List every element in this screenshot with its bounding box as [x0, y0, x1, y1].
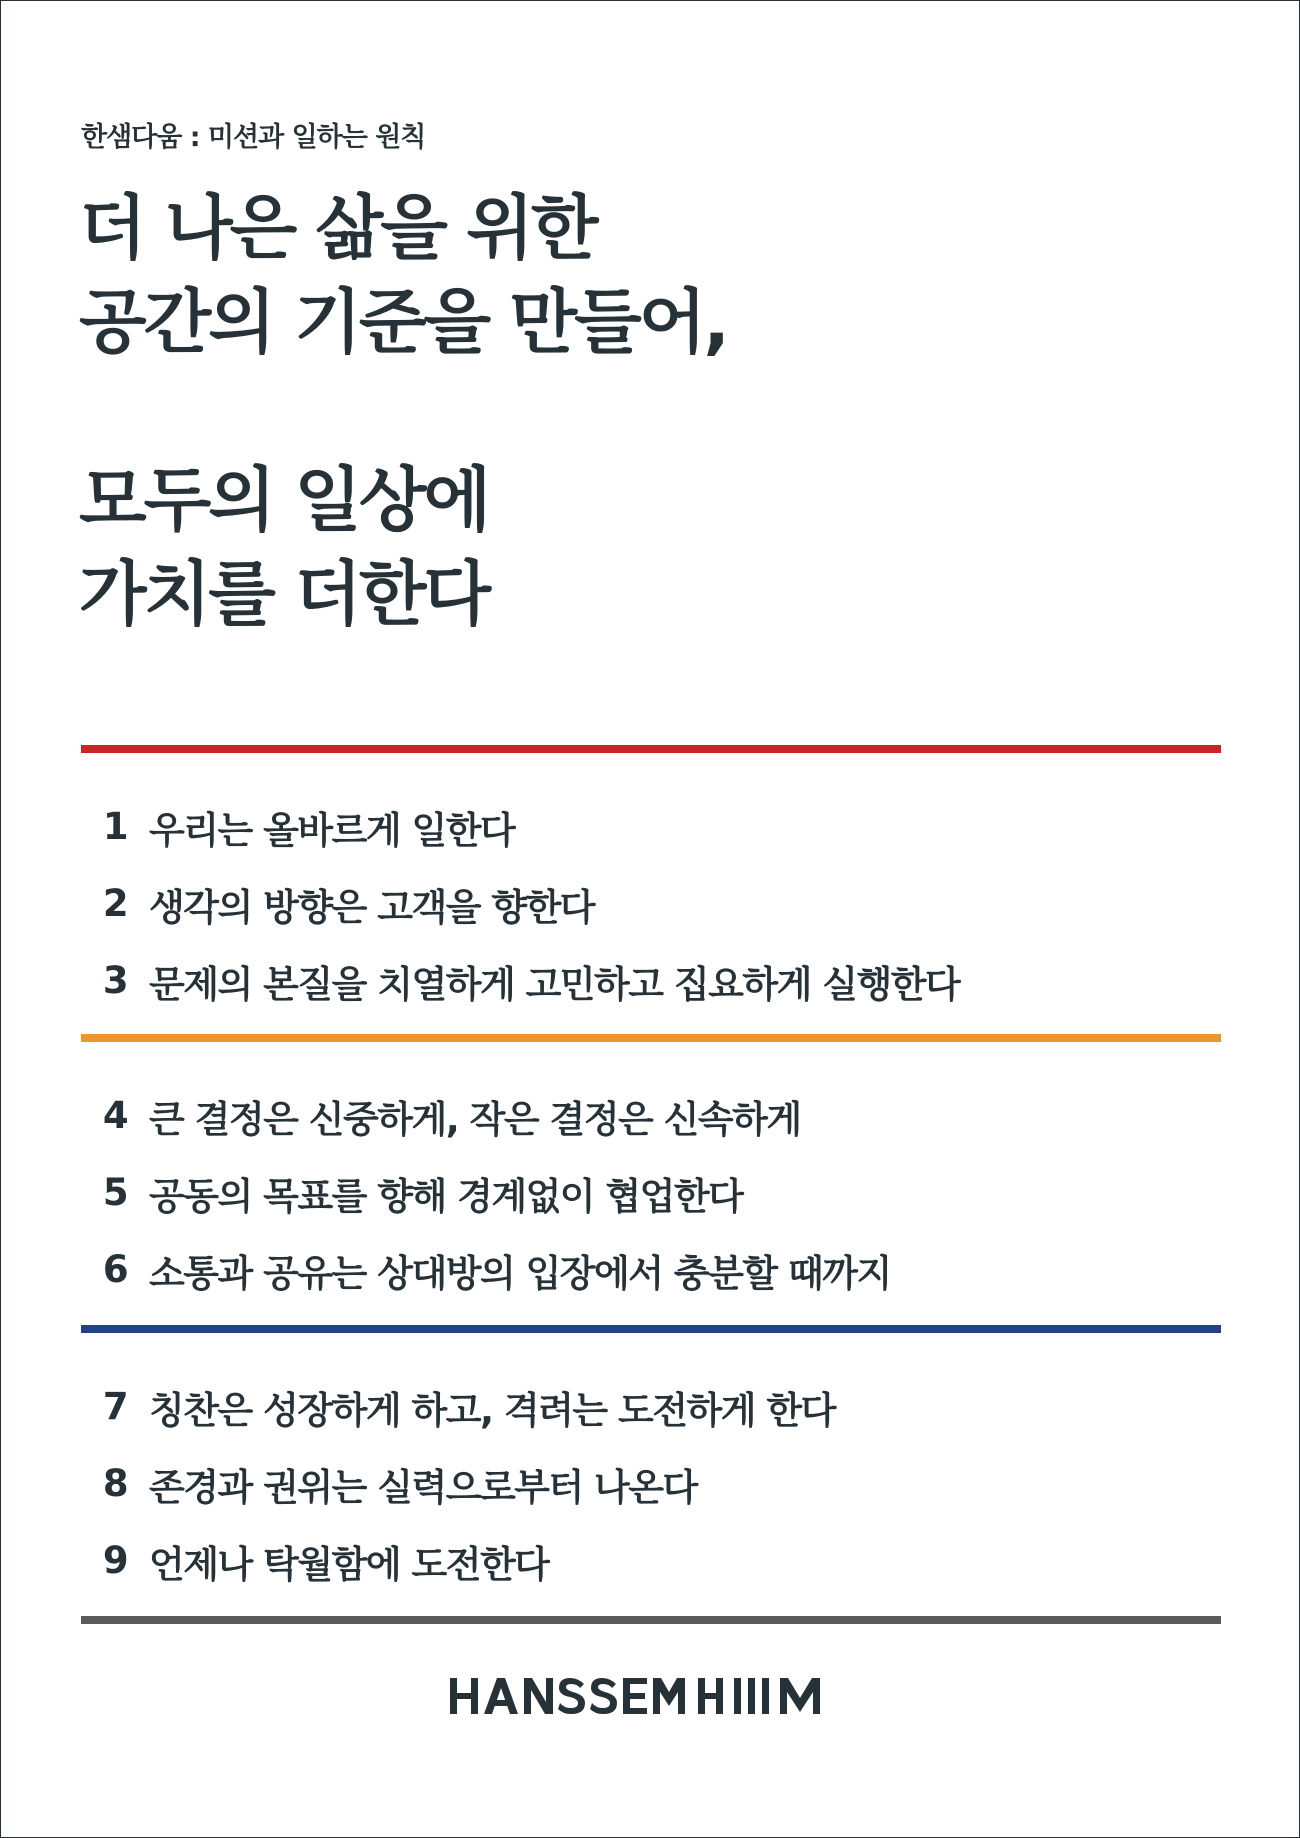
hanssem-logo-mark — [450, 1676, 850, 1716]
principle-item — [81, 865, 1221, 942]
divider-blue — [81, 1325, 1221, 1333]
principle-number: 7 — [102, 1385, 128, 1428]
mission-block-1 — [79, 181, 1229, 369]
principle-item — [81, 1445, 1221, 1522]
principle-number: 2 — [102, 882, 128, 925]
principle-number: 9 — [102, 1539, 128, 1582]
principle-item — [81, 942, 1221, 1019]
principle-group-2 — [81, 1077, 1221, 1308]
divider-orange — [81, 1034, 1221, 1042]
mission-line: 모두의 일상에 — [79, 459, 489, 541]
principle-item — [81, 1077, 1221, 1154]
principle-text: 생각의 방향은 고객을 향한다 — [149, 885, 595, 929]
mission-block-2 — [79, 453, 1229, 641]
principle-text: 칭찬은 성장하게 하고, 격려는 도전하게 한다 — [149, 1388, 835, 1432]
eyebrow-title: 한샘다움 : 미션과 일하는 원칙 — [81, 122, 426, 153]
principle-number: 5 — [102, 1171, 128, 1214]
principle-number: 3 — [102, 959, 128, 1002]
principle-number: 1 — [102, 805, 128, 848]
mission-line: 가치를 더한다 — [79, 553, 489, 635]
principle-item — [81, 1522, 1221, 1599]
principle-item — [81, 1154, 1221, 1231]
hanssem-logo — [1, 1676, 1299, 1716]
divider-red — [81, 745, 1221, 753]
principle-text: 소통과 공유는 상대방의 입장에서 충분할 때까지 — [149, 1251, 891, 1295]
principle-text: 문제의 본질을 치열하게 고민하고 집요하게 실행한다 — [149, 962, 960, 1006]
principle-item — [81, 788, 1221, 865]
principle-group-1 — [81, 788, 1221, 1019]
principle-text: 존경과 권위는 실력으로부터 나온다 — [149, 1465, 697, 1509]
divider-gray — [81, 1616, 1221, 1624]
principle-text: 우리는 올바르게 일한다 — [149, 808, 515, 852]
principle-item — [81, 1368, 1221, 1445]
principle-group-3 — [81, 1368, 1221, 1599]
principle-item — [81, 1231, 1221, 1308]
principle-text: 언제나 탁월함에 도전한다 — [149, 1542, 549, 1586]
principle-number: 4 — [102, 1094, 128, 1137]
mission-line: 공간의 기준을 만들어, — [79, 281, 727, 363]
principle-number: 6 — [102, 1248, 128, 1291]
mission-line: 더 나은 삶을 위한 — [79, 187, 596, 269]
principle-text: 공동의 목표를 향해 경계없이 협업한다 — [149, 1174, 743, 1218]
principle-text: 큰 결정은 신중하게, 작은 결정은 신속하게 — [149, 1097, 801, 1141]
principle-number: 8 — [102, 1462, 128, 1505]
